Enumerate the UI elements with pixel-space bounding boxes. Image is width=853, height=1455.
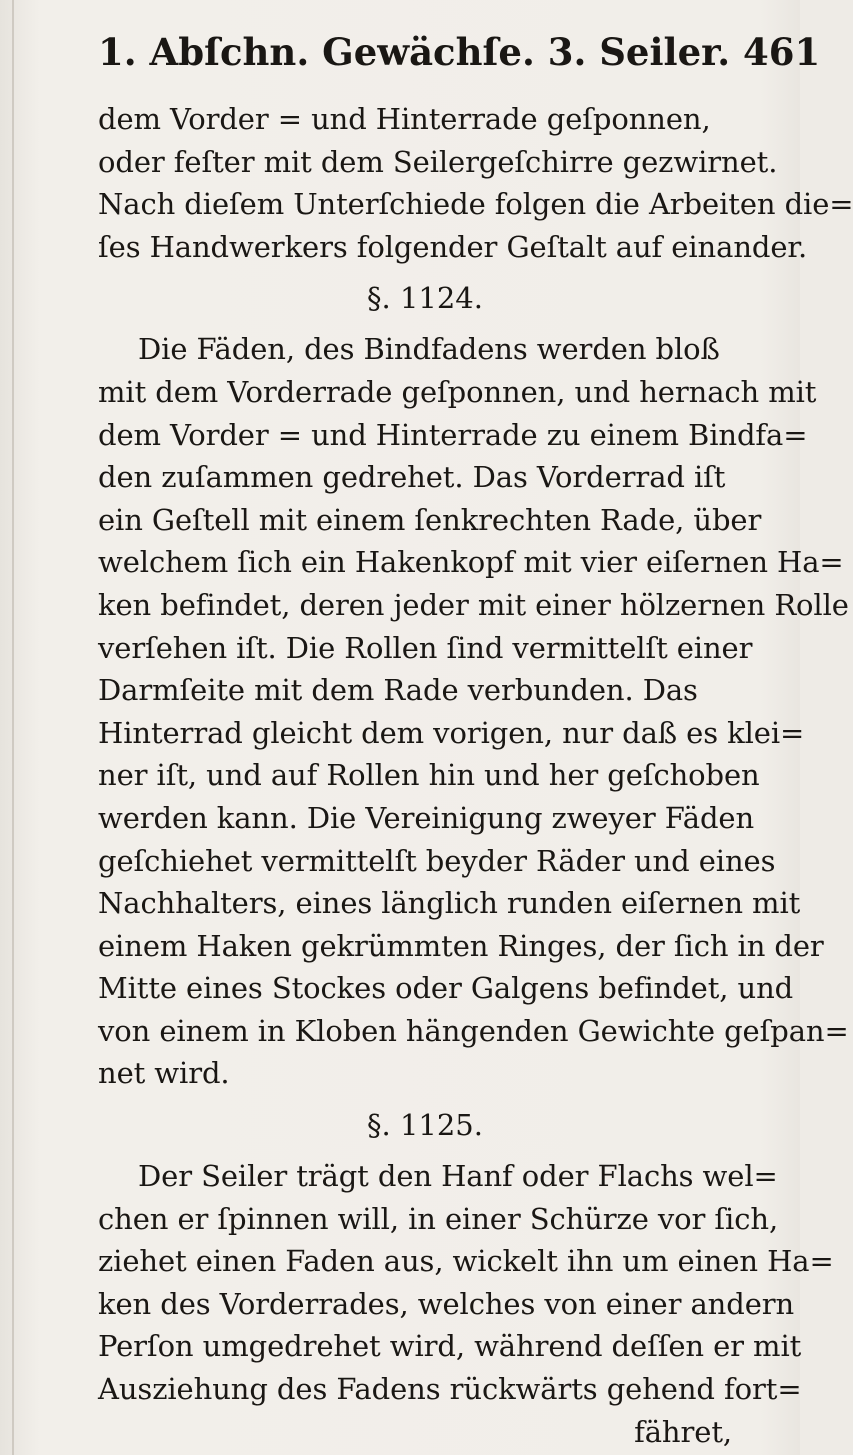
text-line: Die Fäden, des Bindfadens werden bloß <box>138 332 720 367</box>
text-line: geſchiehet vermittelſt beyder Räder und eines <box>98 843 776 878</box>
section-heading-1125: §. 1125. <box>367 1108 483 1143</box>
text-line: dem Vorder = und Hinterrade geſponnen, <box>98 102 711 136</box>
paragraph-1125 <box>98 1155 834 1411</box>
text-line: chen er ſpinnen will, in einer Schürze vor ſich, <box>98 1201 779 1236</box>
section-heading-1124: §. 1124. <box>367 281 483 316</box>
text-line: Ausziehung des Fadens rückwärts gehend fort= <box>98 1372 802 1407</box>
text-line: ner iſt, und auf Rollen hin und her geſchoben <box>98 758 760 793</box>
text-line: einem Haken gekrümmten Ringes, der ſich in der <box>98 928 824 963</box>
text-line: Darmſeite mit dem Rade verbunden. Das <box>98 673 698 708</box>
text-line: von einem in Kloben hängenden Gewichte geſpan= <box>98 1013 849 1048</box>
text-line: Perſon umgedrehet wird, während deſſen er mit <box>98 1329 802 1364</box>
text-line: verſehen iſt. Die Rollen ſind vermittelſt einer <box>98 630 753 665</box>
text-line: dem Vorder = und Hinterrade zu einem Bindfa= <box>98 417 808 452</box>
text-line: oder feſter mit dem Seilergeſchirre gezwirnet. <box>98 144 778 179</box>
text-line: Nach dieſem Unterſchiede folgen die Arbeiten die= <box>98 187 853 222</box>
catchword: fähret, <box>634 1414 732 1449</box>
paragraph-continuation <box>98 98 853 268</box>
text-line: Mitte eines Stockes oder Galgens befindet, und <box>98 971 794 1006</box>
text-line: ken des Vorderrades, welches von einer andern <box>98 1286 795 1321</box>
text-line: welchem ſich ein Hakenkopf mit vier eiſernen Ha= <box>98 545 844 580</box>
text-line: den zuſammen gedrehet. Das Vorderrad iſt <box>98 460 726 495</box>
text-line: werden kann. Die Vereinigung zweyer Fäden <box>98 800 755 835</box>
page-body <box>98 98 853 1453</box>
text-line: ſes Handwerkers folgender Geſtalt auf einander. <box>98 229 808 264</box>
running-header: 1. Abſchn. Gewächſe. 3. Seiler. 461 <box>98 30 821 74</box>
text-line: mit dem Vorderrade geſponnen, und hernach mit <box>98 374 817 409</box>
text-line: ken befindet, deren jeder mit einer hölzernen Rolle <box>98 587 849 622</box>
paragraph-1124 <box>98 328 849 1095</box>
text-line: ziehet einen Faden aus, wickelt ihn um einen Ha= <box>98 1244 834 1279</box>
page-gutter <box>12 0 14 1455</box>
text-line: Nachhalters, eines länglich runden eiſernen mit <box>98 886 801 921</box>
text-line: Der Seiler trägt den Hanf oder Flachs wel= <box>138 1159 778 1194</box>
text-line: Hinterrad gleicht dem vorigen, nur daß es klei= <box>98 715 805 750</box>
text-line: ein Geſtell mit einem ſenkrechten Rade, über <box>98 502 762 537</box>
text-line: net wird. <box>98 1056 230 1091</box>
